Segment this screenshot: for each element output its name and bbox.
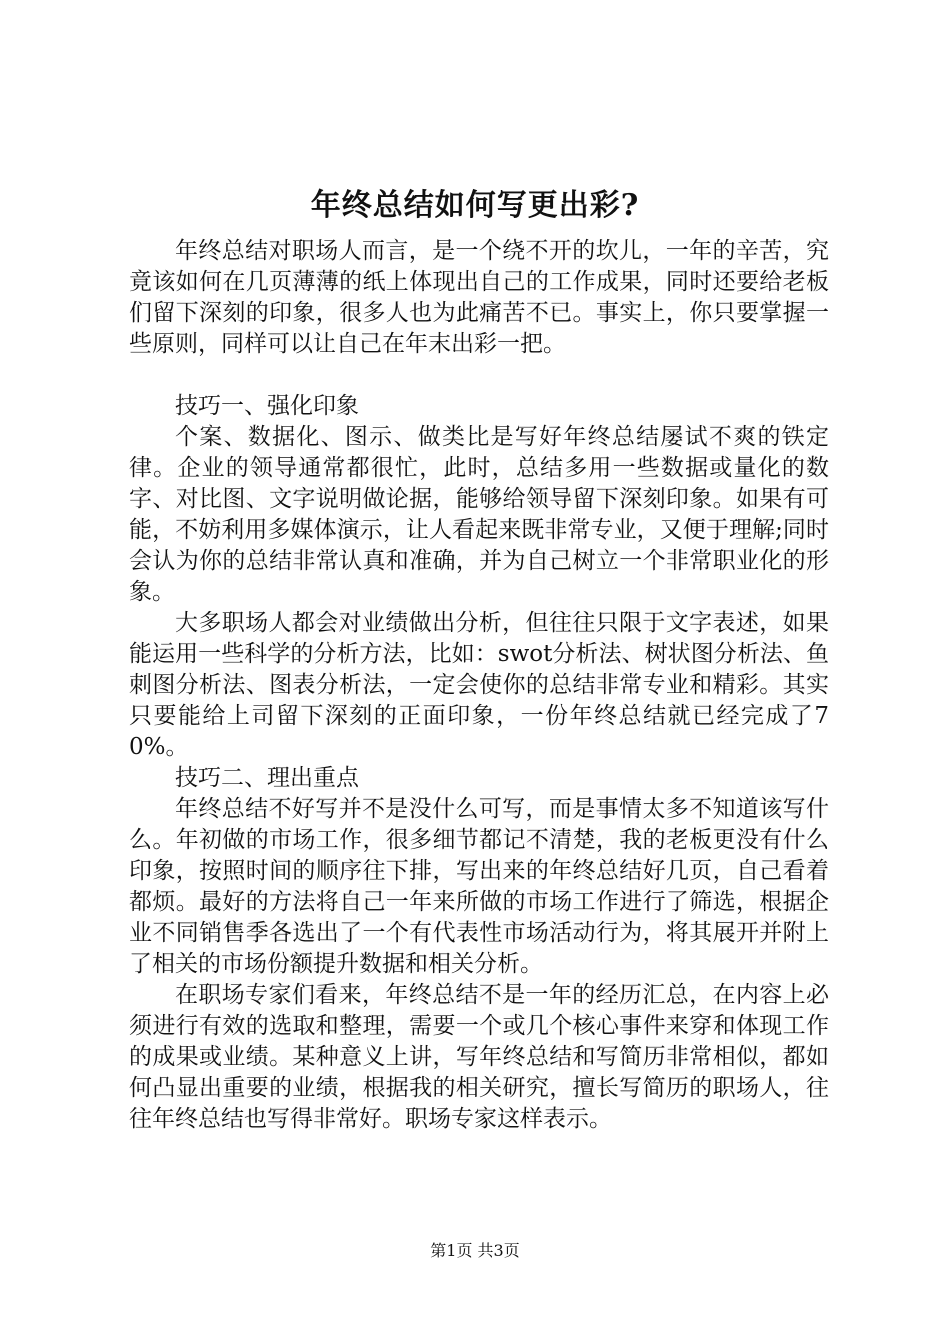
tip1-paragraph-2: 大多职场人都会对业绩做出分析，但往往只限于文字表述，如果能运用一些科学的分析方法，比如：swot分析法、树状图分析法、鱼刺图分析法、图表分析法，一定会使你的总结非常专业和精彩。其实只要能给上司留下深刻的正面印象，一份年终总结就已经完成了70%。	[129, 610, 829, 760]
tip2-heading: 技巧二、理出重点	[175, 765, 359, 791]
intro-paragraph: 年终总结对职场人而言，是一个绕不开的坎儿，一年的辛苦，究竟该如何在几页薄薄的纸上体现出自己的工作成果，同时还要给老板们留下深刻的印象，很多人也为此痛苦不已。事实上，你只要掌握一些原则，同样可以让自己在年末出彩一把。	[129, 238, 829, 357]
page-number-footer: 第1页 共3页	[430, 1241, 520, 1260]
tip2-paragraph-2: 在职场专家们看来，年终总结不是一年的经历汇总，在内容上必须进行有效的选取和整理，需要一个或几个核心事件来穿和体现工作的成果或业绩。某种意义上讲，写年终总结和写简历非常相似，都如何凸显出重要的业绩，根据我的相关研究，擅长写简历的职场人，往往年终总结也写得非常好。职场专家这样表示。	[129, 982, 829, 1132]
tip1-paragraph-1: 个案、数据化、图示、做类比是写好年终总结屡试不爽的铁定律。企业的领导通常都很忙，此时，总结多用一些数据或量化的数字、对比图、文字说明做论据，能够给领导留下深刻印象。如果有可能，不妨利用多媒体演示，让人看起来既非常专业，又便于理解;同时会认为你的总结非常认真和准确，并为自己树立一个非常职业化的形象。	[129, 424, 829, 605]
tip1-heading: 技巧一、强化印象	[175, 393, 359, 419]
tip2-paragraph-1: 年终总结不好写并不是没什么可写，而是事情太多不知道该写什么。年初做的市场工作，很多细节都记不清楚，我的老板更没有什么印象，按照时间的顺序往下排，写出来的年终总结好几页，自己看着都烦。最好的方法将自己一年来所做的市场工作进行了筛选，根据企业不同销售季各选出了一个有代表性市场活动行为，将其展开并附上了相关的市场份额提升数据和相关分析。	[129, 796, 829, 977]
document-body	[129, 236, 829, 1135]
document-title: 年终总结如何写更出彩?	[310, 188, 640, 223]
